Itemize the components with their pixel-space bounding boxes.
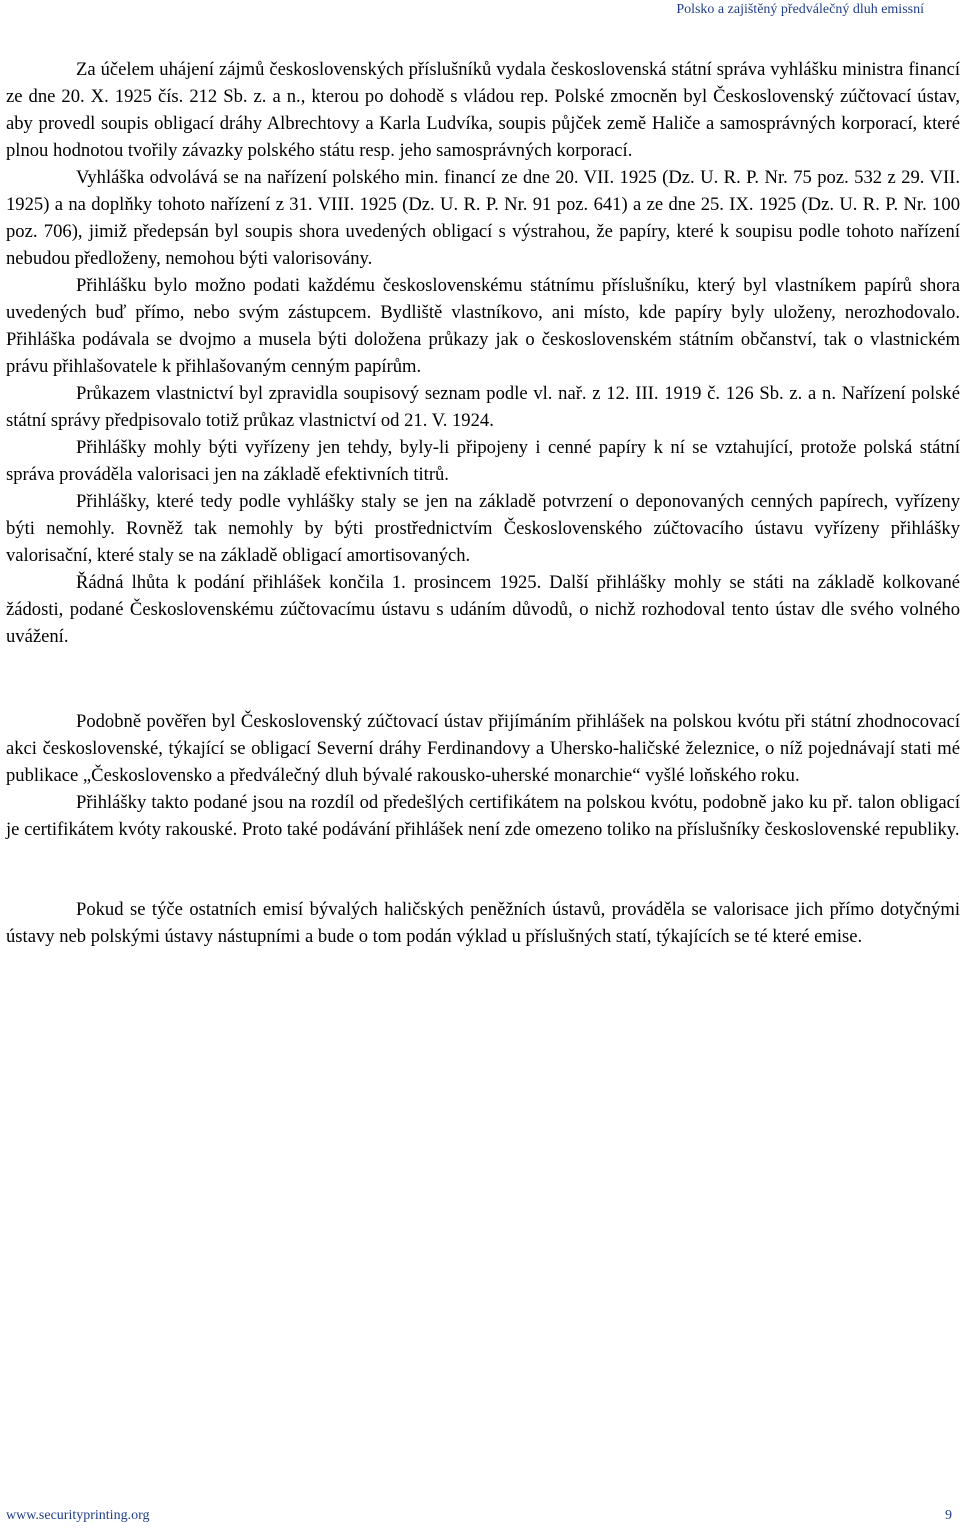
paragraph: Podobně pověřen byl Československý zúčtovací ústav přijímáním přihlášek na polskou kvótu při státní zhodnocovací akci československé, týkající se obligací Severní dráhy Ferdinandovy a Uhersko-haličské železnice, o níž pojednávají stati mé publikace „Československo a předválečný dluh bývalé rakousko-uherské monarchie“ vyšlé loňského roku. xyxy=(6,711,960,786)
running-header: Polsko a zajištěný předválečný dluh emissní xyxy=(676,2,924,17)
paragraph: Přihlášky, které tedy podle vyhlášky staly se jen na základě potvrzení o deponovaných cenných papírech, vyřízeny býti nemohly. Rovněž tak nemohly by býti prostřednictvím Československého zúčtovacího ústavu vyřízeny přihlášky valorisační, které staly se na základě obligací amortisovaných. xyxy=(6,491,960,566)
paragraph: Za účelem uhájení zájmů československých příslušníků vydala československá státní správa vyhlášku ministra financí ze dne 20. X. 1925 čís. 212 Sb. z. a n., kterou po dohodě s vládou rep. Polské zmocněn byl Československý zúčtovací ústav, aby provedl soupis obligací dráhy Albrechtovy a Karla Ludvíka, soupis půjček země Haliče a samosprávných korporací, které plnou hodnotou tvořily závazky polského státu resp. jeho samosprávných korporací. xyxy=(6,59,960,161)
paragraph: Pokud se týče ostatních emisí bývalých haličských peněžních ústavů, prováděla se valorisace jich přímo dotyčnými ústavy neb polskými ústavy nástupními a bude o tom podán výklad u příslušných statí, týkajících se té které emise. xyxy=(6,899,960,947)
section-gap xyxy=(6,650,960,708)
footer-url[interactable]: www.securityprinting.org xyxy=(6,1508,150,1523)
paragraph: Přihlášky mohly býti vyřízeny jen tehdy, byly-li připojeny i cenné papíry k ní se vztahující, protože polská státní správa prováděla valorisaci jen na základě efektivních titrů. xyxy=(6,437,960,485)
section-gap xyxy=(6,843,960,896)
body-text xyxy=(6,56,960,950)
paragraph: Řádná lhůta k podání přihlášek končila 1. prosincem 1925. Další přihlášky mohly se státi na základě kolkované žádosti, podané Československému zúčtovacímu ústavu s udáním důvodů, o nichž rozhodoval tento ústav dle svého volného uvážení. xyxy=(6,572,960,647)
paragraph: Průkazem vlastnictví byl zpravidla soupisový seznam podle vl. nař. z 12. III. 1919 č. 126 Sb. z. a n. Nařízení polské státní správy předpisovalo totiž průkaz vlastnictví od 21. V. 1924. xyxy=(6,383,960,431)
paragraph: Přihlášku bylo možno podati každému československému státnímu příslušníku, který byl vlastníkem papírů shora uvedených buď přímo, nebo svým zástupcem. Bydliště vlastníkovo, ani místo, kde papíry byly uloženy, nerozhodovalo. Přihláška podávala se dvojmo a musela býti doložena průkazy jak o československém státním občanství, tak o vlastnickém právu přihlašovatele k přihlašovaným cenným papírům. xyxy=(6,275,960,377)
paragraph: Přihlášky takto podané jsou na rozdíl od předešlých certifikátem na polskou kvótu, podobně jako ku př. talon obligací je certifikátem kvóty rakouské. Proto také podávání přihlášek není zde omezeno toliko na příslušníky československé republiky. xyxy=(6,792,960,840)
page-number: 9 xyxy=(945,1508,952,1523)
paragraph: Vyhláška odvolává se na nařízení polského min. financí ze dne 20. VII. 1925 (Dz. U. R. P. Nr. 75 poz. 532 z 29. VII. 1925) a na doplňky tohoto nařízení z 31. VIII. 1925 (Dz. U. R. P. Nr. 91 poz. 641) a ze dne 25. IX. 1925 (Dz. U. R. P. Nr. 100 poz. 706), jimiž předepsán byl soupis shora uvedených obligací s výstrahou, že papíry, které k soupisu podle tohoto nařízení nebudou předloženy, nemohou býti valorisovány. xyxy=(6,167,960,269)
